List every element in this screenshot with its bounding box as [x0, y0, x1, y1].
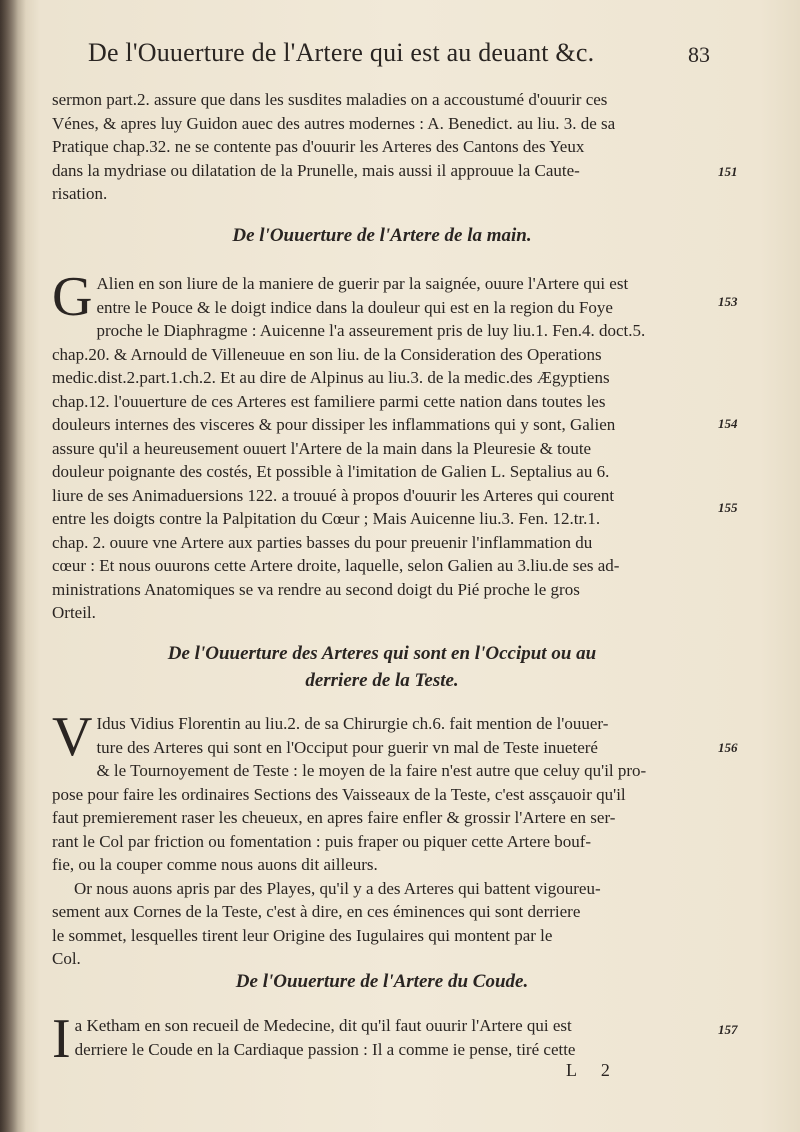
heading-line: De l'Ouuerture des Arteres qui sont en l'Occiput ou au [167, 643, 597, 664]
text-line: medic.dist.2.part.1.ch.2. Et au dire de Alpinus au liu.3. de la medic.des Ægyptiens [52, 368, 610, 387]
text-line: entre le Pouce & le doigt indice dans la douleur qui est en la region du Foye [96, 297, 613, 317]
text-line: chap.20. & Arnould de Villeneuue en son liu. de la Consideration des Operations [52, 344, 602, 364]
section-heading [52, 640, 712, 694]
drop-cap: G [52, 266, 93, 328]
text-line: sement aux Cornes de la Teste, c'est à dire, en ces éminences qui sont derriere [52, 902, 581, 921]
text-line: Idus Vidius Florentin au liu.2. de sa Chirurgie ch.6. fait mention de l'ouuer- [96, 714, 609, 733]
text-line: chap. 2. ouure vne Artere aux parties basses du pour preuenir l'inflammation du [52, 532, 593, 552]
section-heading: De l'Ouuerture de l'Artere du Coude. [235, 971, 529, 992]
text-line: Or nous auons apris par des Playes, qu'il y a des Arteres qui battent vigoureu- [74, 878, 601, 898]
text-line: Orteil. [52, 603, 96, 622]
running-title: De l'Ouuerture de l'Artere qui est au deuant &c. [88, 38, 595, 67]
margin-note: 154 [718, 416, 738, 431]
margin-note: 155 [718, 500, 738, 515]
text-line: & le Tournoyement de Teste : le moyen de la faire n'est autre que celuy qu'il pro- [96, 761, 647, 780]
text-line: douleurs internes des visceres & pour dissiper les inflammations qui y sont, Galien [52, 415, 616, 434]
text-line: Vénes, & apres luy Guidon auec des autres modernes : A. Benedict. au liu. 3. de sa [52, 113, 616, 133]
paragraph-artere-main [52, 266, 712, 625]
text-line: risation. [52, 184, 108, 203]
text-line: Alien en son liure de la maniere de guerir par la saignée, ouure l'Artere qui est [96, 274, 629, 293]
paragraph-intro [52, 88, 712, 206]
text-line: faut premierement raser les cheueux, en apres faire enfler & grossir l'Artere en ser- [52, 808, 616, 827]
text-line: ministrations Anatomiques se va rendre au second doigt du Pié proche le gros [52, 579, 580, 599]
paragraph-occiput [52, 706, 712, 971]
text-line: ture des Arteres qui sont en l'Occiput pour guerir vn mal de Teste inueteré [96, 737, 598, 757]
text-line: chap.12. l'ouuerture de ces Arteres est familiere parmi cette nation dans toutes les [52, 391, 606, 411]
text-line: le sommet, lesquelles tirent leur Origine des Iugulaires qui montent par le [52, 925, 553, 945]
margin-note: 156 [718, 740, 738, 755]
text-line: entre les doigts contre la Palpitation du Cœur ; Mais Auicenne liu.3. Fen. 12.tr.1. [52, 509, 601, 528]
text-line: proche le Diaphragme : Auicenne l'a asseurement pris de luy liu.1. Fen.4. doct.5. [96, 321, 646, 340]
text-line: sermon part.2. assure que dans les susdites maladies on a accoustumé d'ouurir ces [52, 90, 608, 109]
spine-shadow [0, 0, 26, 1132]
heading-line: derriere de la Teste. [305, 670, 459, 691]
text-line: pose pour faire les ordinaires Sections des Vaisseaux de la Teste, c'est assçauoir qu'il [52, 784, 626, 804]
drop-cap: I [52, 1008, 71, 1070]
text-line: assure qu'il a heureusement ouuert l'Artere de la main dans la Pleuresie & toute [52, 438, 592, 458]
margin-note: 151 [718, 164, 738, 179]
text-line: Pratique chap.32. ne se contente pas d'ouurir les Arteres des Cantons des Yeux [52, 137, 585, 156]
text-line: fie, ou la couper comme nous auons dit ailleurs. [52, 855, 378, 874]
text-line: dans la mydriase ou dilatation de la Prunelle, mais aussi il approuue la Caute- [52, 160, 580, 180]
text-line: Col. [52, 949, 81, 968]
section-heading: De l'Ouuerture de l'Artere de la main. [232, 225, 532, 246]
margin-note: 157 [718, 1022, 738, 1037]
margin-note: 153 [718, 294, 738, 309]
page-number: 83 [688, 42, 710, 67]
drop-cap: V [52, 706, 93, 768]
text-line: a Ketham en son recueil de Medecine, dit qu'il faut ouurir l'Artere qui est [74, 1016, 572, 1035]
text-line: liure de ses Animaduersions 122. a trouué à propos d'ouurir les Arteres qui courent [52, 485, 615, 505]
signature-mark: L 2 [566, 1060, 620, 1080]
text-line: cœur : Et nous ouurons cette Artere droite, laquelle, selon Galien au 3.liu.de ses ad- [52, 556, 620, 575]
text-line: derriere le Coude en la Cardiaque passion : Il a comme ie pense, tiré cette [74, 1039, 576, 1059]
text-line: douleur poignante des costés, Et possible à l'imitation de Galien L. Septalius au 6. [52, 462, 610, 481]
text-line: rant le Col par friction ou fomentation : puis fraper ou piquer cette Artere bouf- [52, 831, 592, 851]
